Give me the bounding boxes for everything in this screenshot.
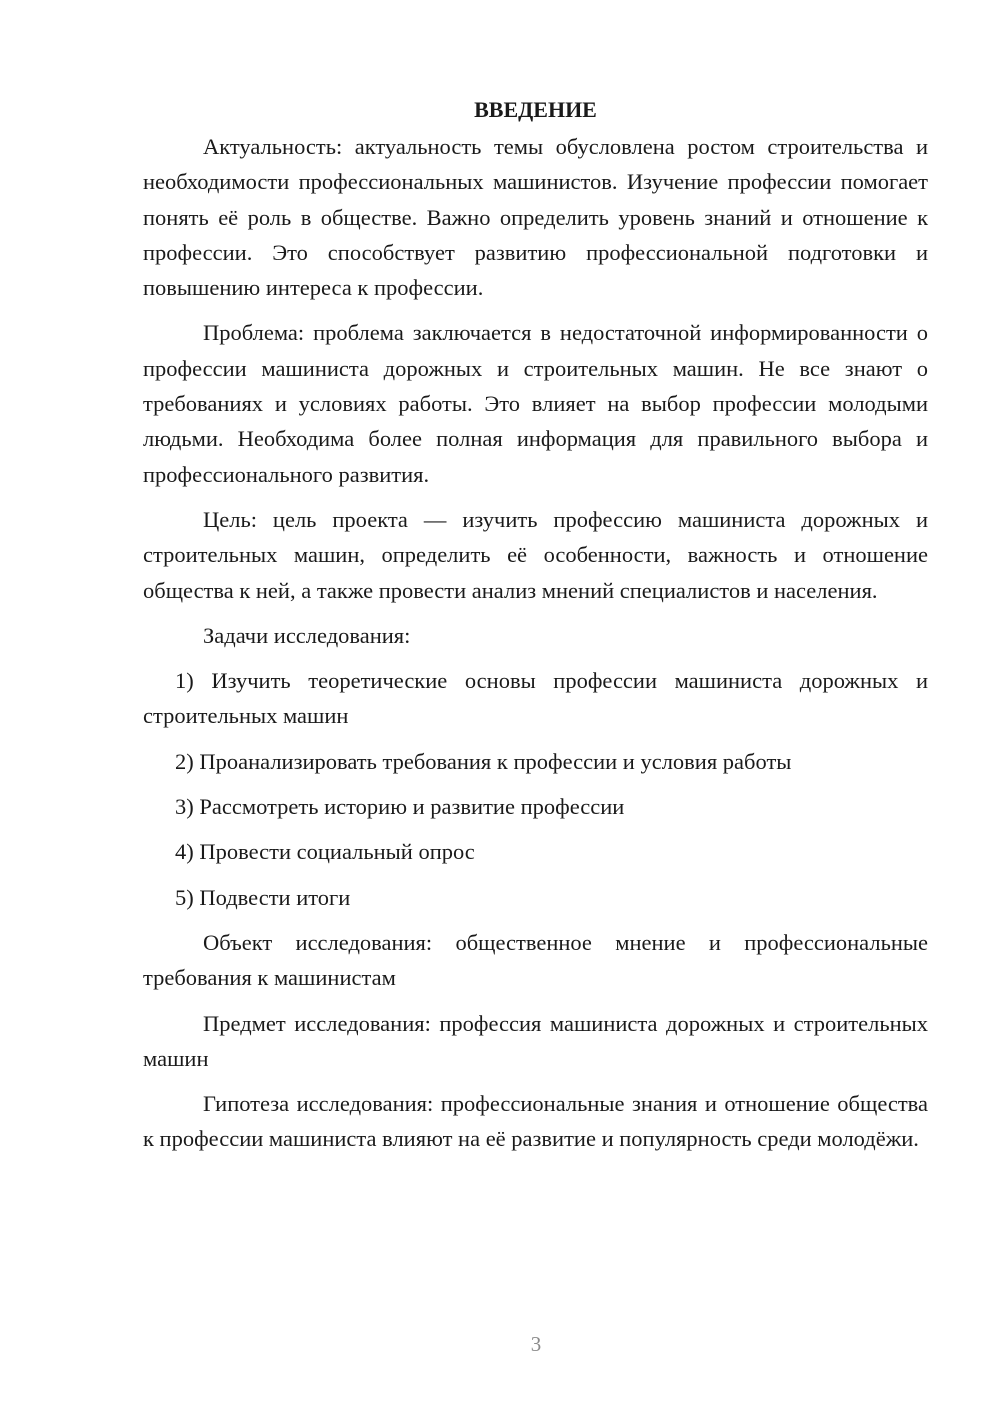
document-body (143, 92, 928, 1167)
tasks-heading: Задачи исследования: (203, 622, 411, 648)
task-item-2: 2) Проанализировать требования к профессии и условия работы (175, 748, 792, 774)
task-item-3: 3) Рассмотреть историю и развитие профессии (175, 794, 625, 820)
paragraph-problem: Проблема: проблема заключается в недостаточной информированности о профессии машиниста дорожных и строительных машин. Не все знают о требованиях и условиях работы. Это влияет на выбор профессии молодыми людьми. Необходима более полная информация для правильного выбора и профессионального развития. (143, 320, 928, 487)
paragraph-hypothesis: Гипотеза исследования: профессиональные знания и отношение общества к профессии машиниста влияют на её развитие и популярность среди молодёжи. (143, 1091, 928, 1152)
task-item-4: 4) Провести социальный опрос (175, 839, 475, 865)
paragraph-relevance: Актуальность: актуальность темы обусловлена ростом строительства и необходимости профессиональных машинистов. Изучение профессии помогает понять её роль в обществе. Важно определить уровень знаний и отношение к профессии. Это способствует развитию профессиональной подготовки и повышению интереса к профессии. (143, 134, 928, 301)
task-item-1: 1) Изучить теоретические основы профессии машиниста дорожных и строительных машин (143, 668, 928, 729)
section-title: ВВЕДЕНИЕ (474, 97, 597, 122)
page-number: 3 (530, 1332, 542, 1356)
task-item-5: 5) Подвести итоги (175, 884, 351, 910)
paragraph-object: Объект исследования: общественное мнение и профессиональные требования к машинистам (143, 929, 928, 991)
paragraph-goal: Цель: цель проекта — изучить профессию машиниста дорожных и строительных машин, определить её особенности, важность и отношение общества к ней, а также провести анализ мнений специалистов и населения. (143, 506, 928, 603)
paragraph-subject: Предмет исследования: профессия машиниста дорожных и строительных машин (143, 1010, 928, 1071)
